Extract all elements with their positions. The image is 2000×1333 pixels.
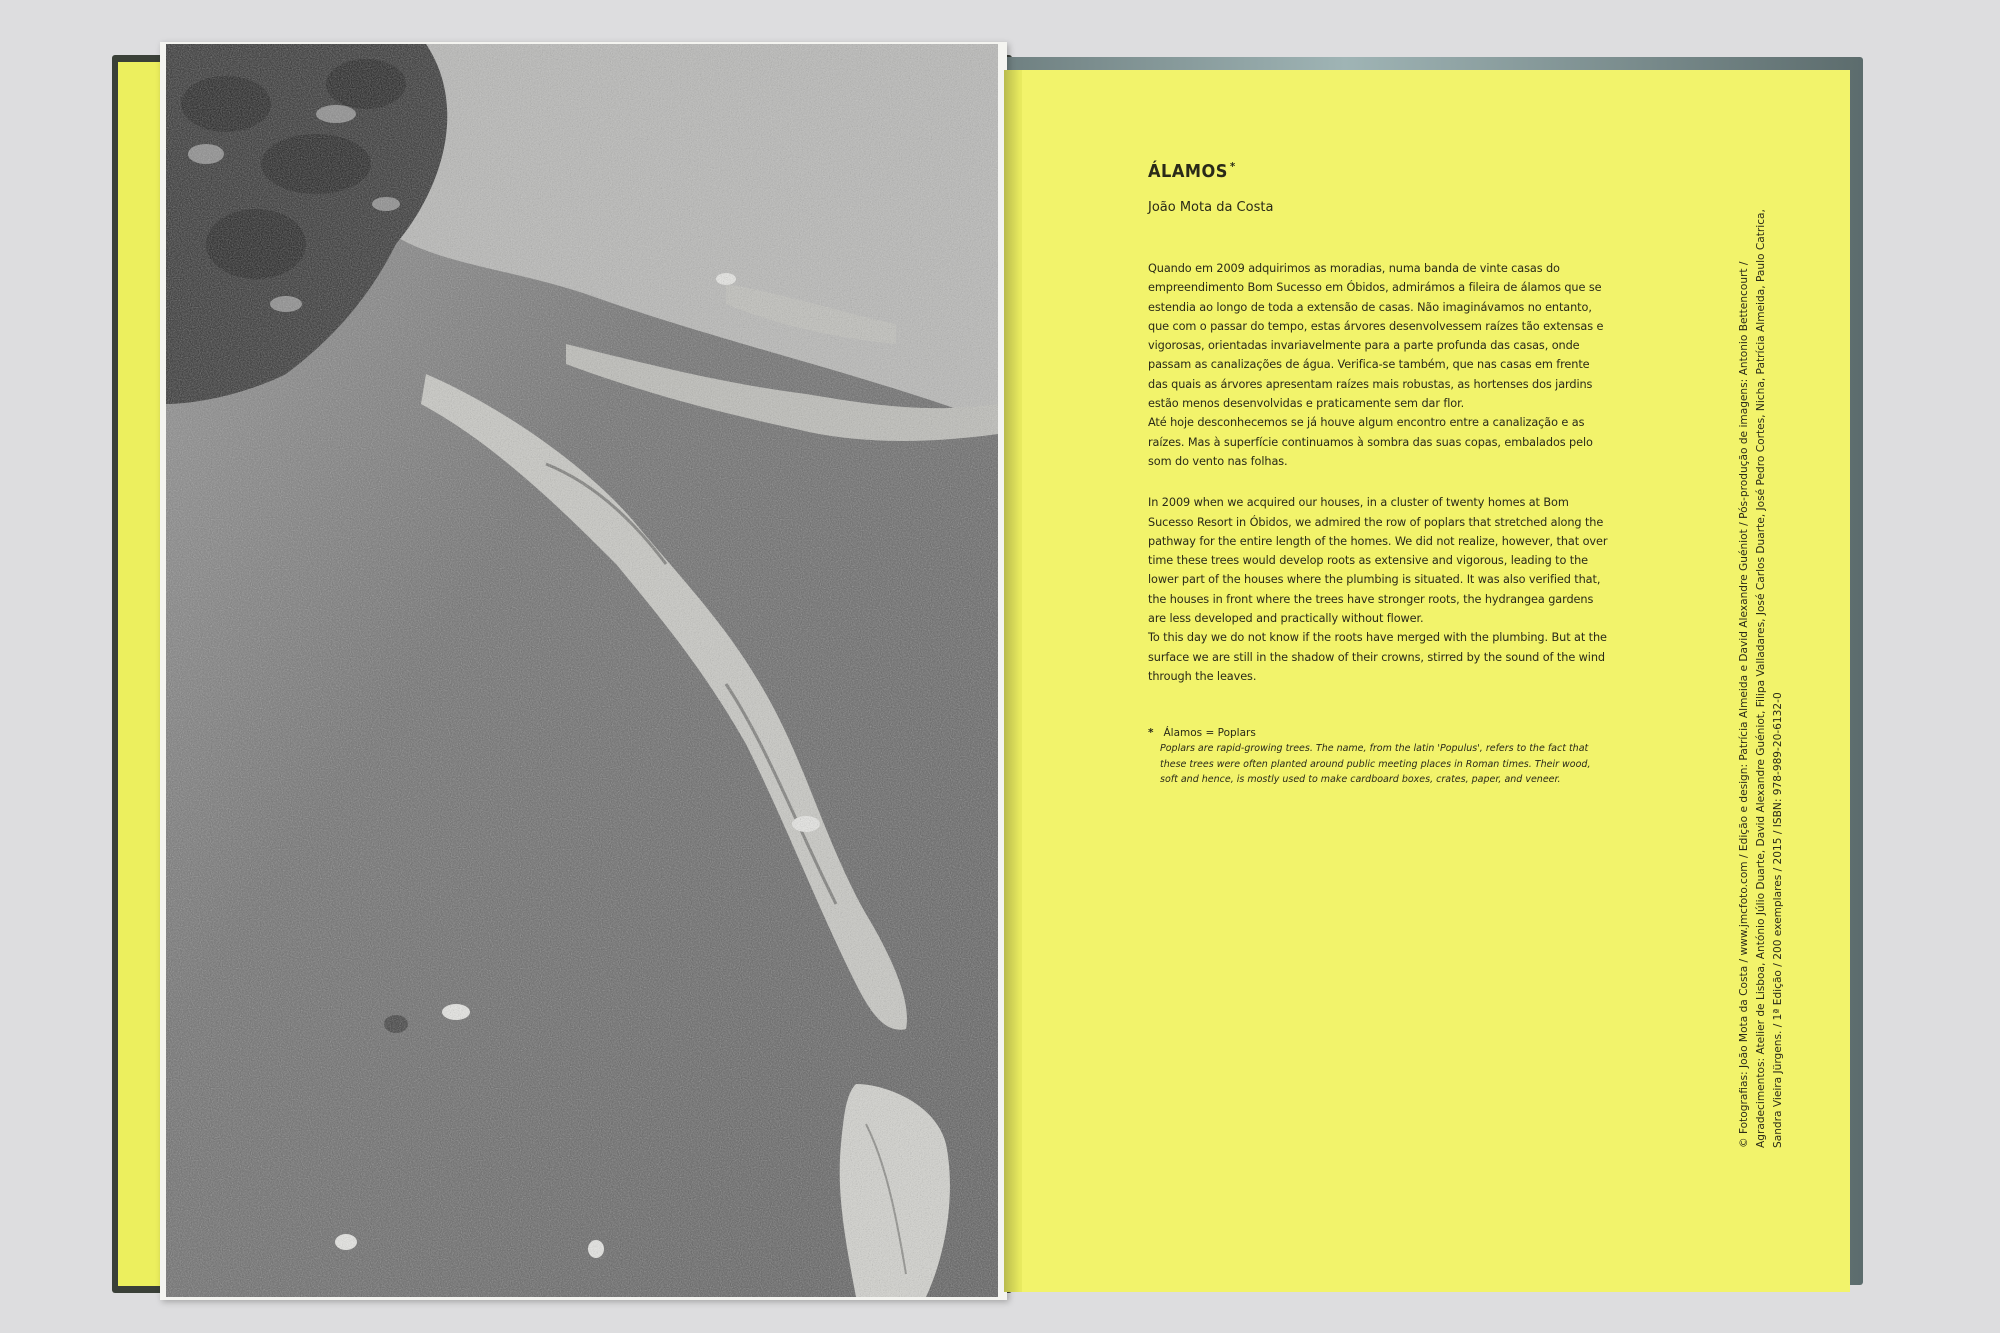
colophon-credits: [1736, 168, 1787, 1148]
paragraph-en-2: To this day we do not know if the roots have merged with the plumbing. But at the surface we are still in the shadow of their crowns, stirred by the sound of the wind through the leaves.: [1148, 631, 1607, 683]
footnote: [1148, 726, 1608, 787]
page-title: [1148, 160, 1608, 182]
article-text-block: [1148, 160, 1608, 787]
paragraph-pt-2: Até hoje desconhecemos se já houve algum encontro entre a canalização e as raízes. Mas à superfície continuamos à sombra das suas copas, embalados pelo som do vento nas folhas.: [1148, 416, 1593, 468]
english-text: [1148, 493, 1608, 686]
credits-line-1: © Fotografias: João Mota da Costa / www.jmcfoto.com / Edição e design: Patrícia Almeida e David Alexandre Guéniot / Pós-produção de imagens: Antonio Bettencourt /: [1738, 261, 1750, 1148]
paragraph-en-1: In 2009 when we acquired our houses, in a cluster of twenty homes at Bom Sucesso Resort in Óbidos, we admired the row of poplars that stretched along the pathway for the entire length of the homes. We did not realize, however, that over time these trees would develop roots as extensive and vigorous, leading to the lower part of the houses where the plumbing is situated. It was also verified that, the houses in front where the trees have stronger roots, the hydrangea gardens are less developed and practically without flower.: [1148, 496, 1608, 626]
title-text: ÁLAMOS: [1148, 161, 1228, 182]
credits-line-3: Sandra Vieira Jürgens. / 1ª Edição / 200 exemplares / 2015 / ISBN: 978-989-20-6132-0: [1772, 692, 1784, 1148]
paragraph-pt-1: Quando em 2009 adquirimos as moradias, numa banda de vinte casas do empreendimento Bom Sucesso em Óbidos, admirámos a fileira de álamos que se estendia ao longo de toda a extensão de casas. Não imaginávamos no entanto, que com o passar do tempo, estas árvores desenvolvessem raízes tão extensas e vigorosas, orientadas invariavelmente para a parte profunda das casas, onde passam as canalizações de água. Verifica-se também, que nas casas em frente das quais as árvores apresentam raízes mais robustas, as hortenses dos jardins estão menos desenvolvidas e praticamente sem dar flor.: [1148, 262, 1604, 411]
portuguese-text: [1148, 259, 1608, 471]
title-footnote-mark: *: [1229, 160, 1236, 173]
footnote-header: [1148, 726, 1608, 741]
footnote-mark: *: [1148, 727, 1154, 740]
grass-roots-photo: [166, 44, 998, 1297]
footnote-text: Poplars are rapid-growing trees. The name, from the latin 'Populus', refers to the fact that these trees were often planted around public meeting places in Roman times. Their wood, soft and hence, is mostly used to make cardboard boxes, crates, paper, and veneer.: [1160, 743, 1591, 786]
author-name: João Mota da Costa: [1148, 200, 1274, 215]
footnote-title: Álamos = Poplars: [1163, 727, 1256, 740]
credits-line-2: Agradecimentos: Atelier de Lisboa, António Júlio Duarte, David Alexandre Guéniot, Filipa Valladares, José Carlos Duarte, José Pedro Cortes, Nicha, Patrícia Almeida, Paulo Catrica,: [1755, 209, 1767, 1148]
